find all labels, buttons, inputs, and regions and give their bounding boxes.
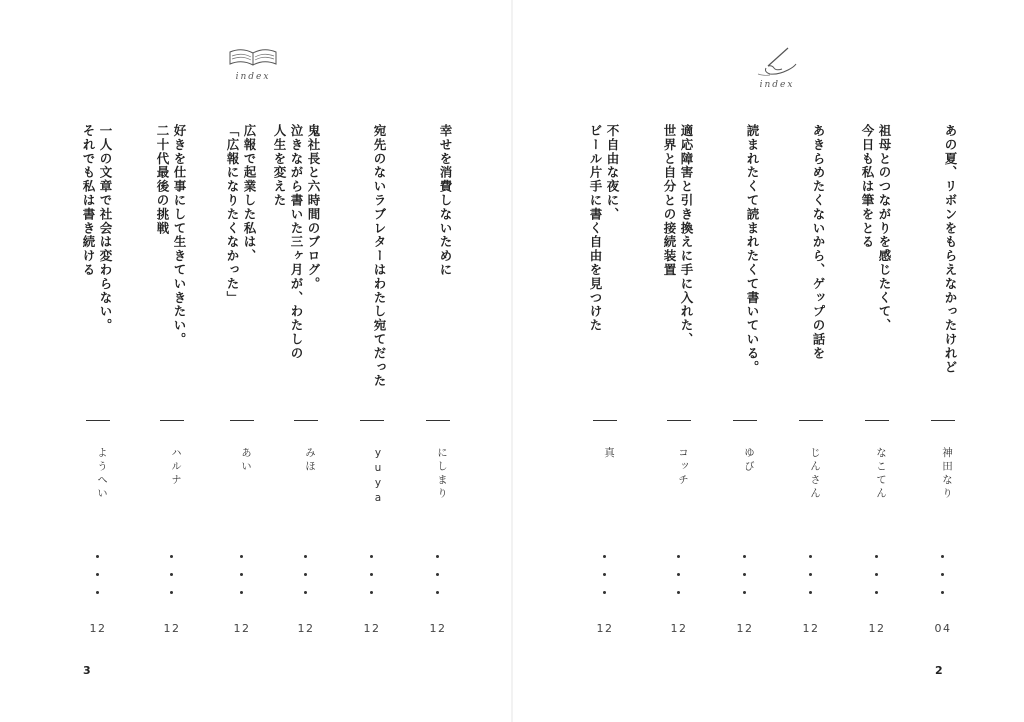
entry-author: じんさん <box>809 447 821 501</box>
toc-entry[interactable] <box>733 0 767 722</box>
entry-rule <box>931 420 955 421</box>
entry-author: あい <box>240 447 252 474</box>
entry-page-number: 12 <box>596 622 614 635</box>
entry-rule <box>426 420 450 421</box>
toc-entry[interactable] <box>155 0 194 722</box>
entry-page-number: 12 <box>89 622 107 635</box>
left-page <box>0 0 511 722</box>
entry-title: 宛先のないラブレターはわたし宛てだった <box>372 124 387 389</box>
entry-page-number: 04 <box>934 622 952 635</box>
entry-title: 鬼社長と六時間のブログ。 泣きながら書いた三ヶ月が、わたしの 人生を変えた <box>272 124 321 361</box>
page-number-left: 3 <box>83 664 91 677</box>
entry-title: 広報で起業した私は、 「広報になりたくなかった」 <box>225 124 257 305</box>
entry-page-number: 12 <box>868 622 886 635</box>
dot-leader <box>733 555 757 601</box>
entry-rule <box>667 420 691 421</box>
toc-entry[interactable] <box>360 0 394 722</box>
entry-page-number: 12 <box>163 622 181 635</box>
dot-leader <box>865 555 889 601</box>
toc-entry[interactable] <box>799 0 833 722</box>
entry-author: 真 <box>603 447 615 461</box>
entry-title: 一人の文章で社会は変わらない。 それでも私は書き続ける <box>81 124 113 333</box>
dot-leader <box>294 555 318 601</box>
entry-rule <box>593 420 617 421</box>
entry-rule <box>86 420 110 421</box>
entry-title: 幸せを消費しないために <box>438 124 453 277</box>
entry-author: yuya <box>372 447 384 507</box>
dot-leader <box>799 555 823 601</box>
toc-entry[interactable] <box>426 0 460 722</box>
toc-entry[interactable] <box>81 0 120 722</box>
dot-leader <box>360 555 384 601</box>
entry-author: 神田なり <box>941 447 953 501</box>
entry-author: コッチ <box>677 447 689 488</box>
entry-rule <box>294 420 318 421</box>
entry-author: ハルナ <box>170 447 182 488</box>
entry-title: 祖母とのつながりを感じたくて、 今日も私は筆をとる <box>860 124 892 333</box>
entry-page-number: 12 <box>736 622 754 635</box>
entry-title: あきらめたくないから、ゲップの話を <box>811 124 826 361</box>
dot-leader <box>667 555 691 601</box>
entry-title: 読まれたくて読まれたくて書いている。 <box>745 124 760 375</box>
toc-entry[interactable] <box>931 0 965 722</box>
entry-page-number: 12 <box>363 622 381 635</box>
dot-leader <box>230 555 254 601</box>
right-page <box>513 0 1024 722</box>
entry-author: なこてん <box>875 447 887 501</box>
toc-entry[interactable] <box>860 0 899 722</box>
entry-rule <box>230 420 254 421</box>
dot-leader <box>426 555 450 601</box>
entry-author: ようへい <box>96 447 108 501</box>
header-label: index <box>759 80 795 90</box>
header-label: index <box>235 72 271 82</box>
entry-author: にしまり <box>436 447 448 501</box>
toc-entry[interactable] <box>662 0 701 722</box>
dot-leader <box>86 555 110 601</box>
toc-entry[interactable] <box>588 0 627 722</box>
entry-author: ゆび <box>743 447 755 474</box>
entry-page-number: 12 <box>233 622 251 635</box>
entry-rule <box>799 420 823 421</box>
entry-rule <box>160 420 184 421</box>
entry-title: 適応障害と引き換えに手に入れた、 世界と自分との接続装置 <box>662 124 694 347</box>
entry-page-number: 12 <box>670 622 688 635</box>
entry-title: あの夏、リボンをもらえなかったけれど <box>943 124 958 375</box>
entry-rule <box>865 420 889 421</box>
entry-rule <box>360 420 384 421</box>
dot-leader <box>160 555 184 601</box>
entry-author: みほ <box>304 447 316 474</box>
entry-title: 不自由な夜に、 ビール片手に書く自由を見つけた <box>588 124 620 333</box>
dot-leader <box>931 555 955 601</box>
toc-entry[interactable] <box>272 0 328 722</box>
dot-leader <box>593 555 617 601</box>
toc-entry[interactable] <box>225 0 264 722</box>
entry-title: 好きを仕事にして生きていきたい。 二十代最後の挑戦 <box>155 124 187 347</box>
entry-page-number: 12 <box>297 622 315 635</box>
entry-page-number: 12 <box>802 622 820 635</box>
entry-rule <box>733 420 757 421</box>
entry-page-number: 12 <box>429 622 447 635</box>
page-number-right: 2 <box>935 664 943 677</box>
